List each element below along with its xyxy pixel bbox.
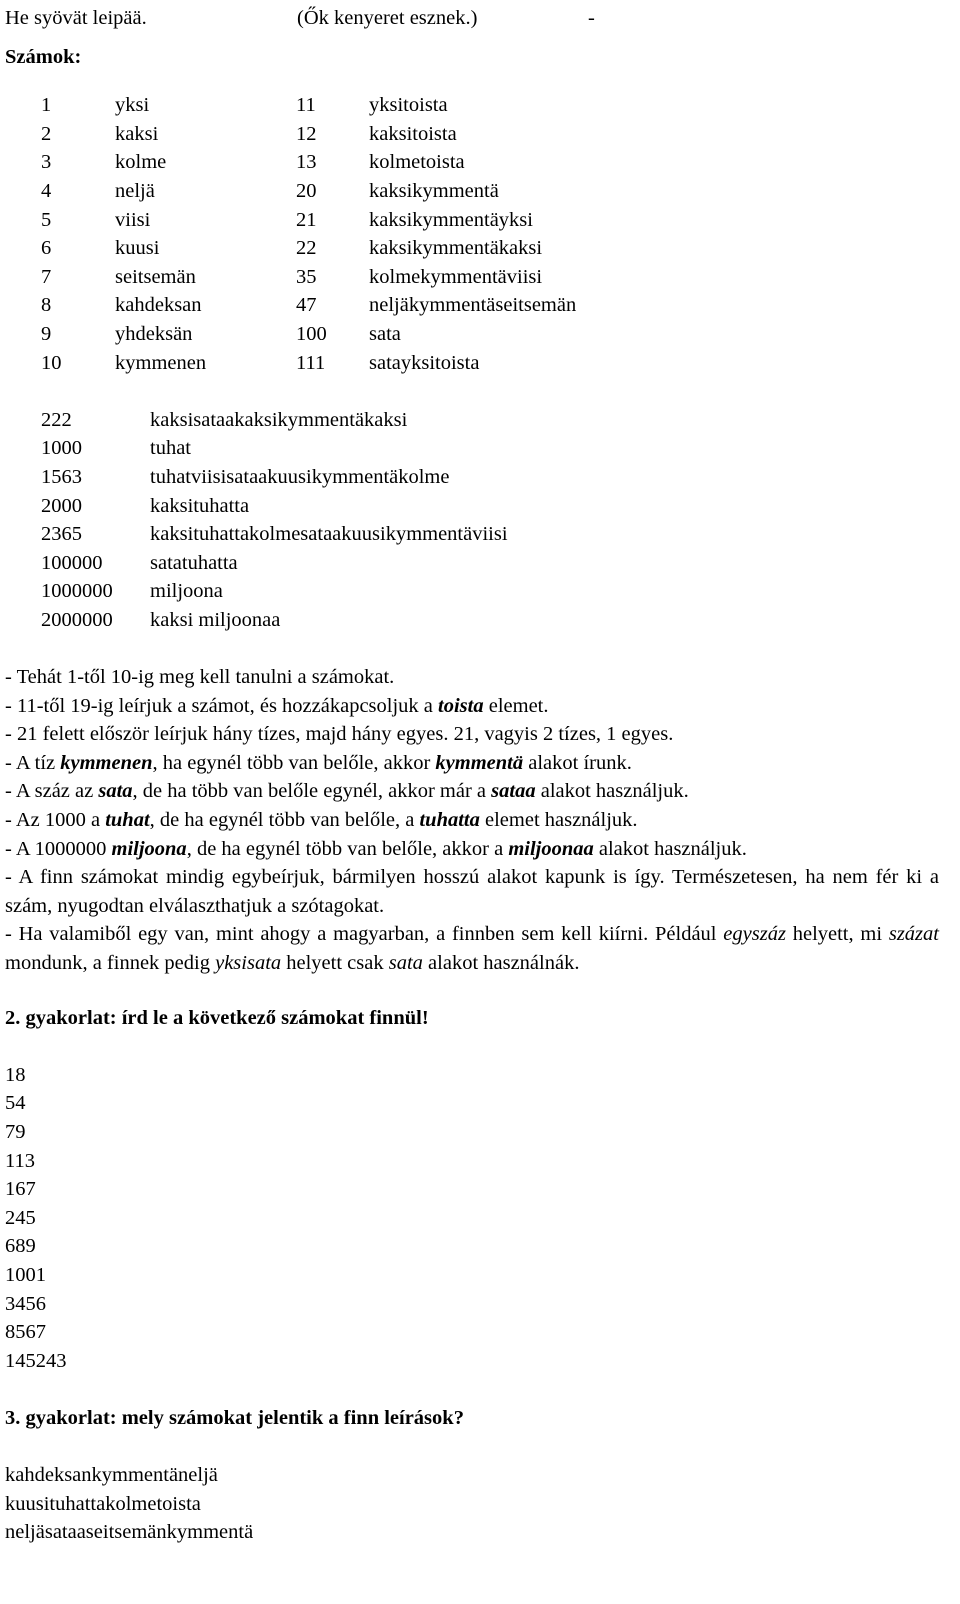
rule-1: - Tehát 1-től 10-ig meg kell tanulni a számokat. (5, 666, 395, 689)
number-digit: 5 (41, 208, 52, 231)
number-word: kaksituhattakolmesataakuusikymmentäviisi (150, 523, 508, 546)
number-digit: 2365 (41, 523, 82, 546)
number-digit: 22 (296, 237, 317, 260)
exercise-2-list (5, 1061, 955, 1376)
number-digit: 8 (41, 294, 52, 317)
number-row (5, 291, 955, 320)
number-word: yksitoista (369, 94, 448, 117)
number-digit: 13 (296, 151, 317, 174)
number-word: kaksisataakaksikymmentäkaksi (150, 408, 408, 431)
rule-6: - Az 1000 a tuhat, de ha egynél több van belőle, a tuhatta elemet használjuk. (5, 809, 638, 832)
number-digit: 1563 (41, 465, 82, 488)
number-digit: 3 (41, 151, 52, 174)
number-word: yksi (115, 94, 150, 117)
exercise-item: 79 (5, 1120, 26, 1143)
section-title: Számok: (5, 45, 82, 68)
number-digit: 2000000 (41, 608, 113, 631)
number-word: kaksikymmentäkaksi (369, 237, 543, 260)
number-row (5, 91, 955, 120)
big-number-row (5, 463, 955, 492)
number-word: neljäkymmentäseitsemän (369, 294, 577, 317)
number-word: tuhatviisisataakuusikymmentäkolme (150, 465, 450, 488)
number-row (5, 234, 955, 263)
document-page (5, 4, 955, 1547)
rules-list (5, 663, 955, 978)
number-row (5, 263, 955, 292)
big-number-row (5, 549, 955, 578)
number-word: kolme (115, 151, 167, 174)
rule-5: - A száz az sata, de ha több van belőle egynél, akkor már a sataa alakot használjuk. (5, 780, 689, 803)
exercise-item: 245 (5, 1206, 36, 1229)
number-row (5, 177, 955, 206)
rule-9: - Ha valamiből egy van, mint ahogy a magyarban, a finnben sem kell kiírni. Például egyszáz helyett, mi százat mondunk, a finnek pedig yksisata helyett csak sata alakot használnák. (5, 923, 939, 974)
finnish-sentence: He syövät leipää. (5, 7, 147, 29)
number-digit: 21 (296, 208, 317, 231)
big-number-row (5, 406, 955, 435)
exercise-item: kahdeksankymmentäneljä (5, 1464, 218, 1487)
hungarian-translation: (Ők kenyeret esznek.) (297, 7, 478, 29)
exercise-item: 689 (5, 1235, 36, 1258)
number-word: kaksitoista (369, 122, 457, 145)
number-digit: 11 (296, 94, 316, 117)
number-digit: 20 (296, 179, 317, 202)
exercise-item: 145243 (5, 1349, 67, 1372)
number-word: kymmenen (115, 351, 207, 374)
number-word: kuusi (115, 237, 160, 260)
number-digit: 222 (41, 408, 72, 431)
number-row (5, 349, 955, 378)
exercise-3-title: 3. gyakorlat: mely számokat jelentik a finn leírások? (5, 1406, 464, 1429)
number-word: kaksi (115, 122, 159, 145)
number-digit: 100 (296, 322, 327, 345)
big-number-row (5, 434, 955, 463)
header-dash: - (588, 7, 595, 29)
number-word: miljoona (150, 580, 223, 603)
rule-3: - 21 felett először leírjuk hány tízes, majd hány egyes. 21, vagyis 2 tízes, 1 egyes. (5, 723, 674, 746)
number-word: kaksi miljoonaa (150, 608, 281, 631)
number-digit: 47 (296, 294, 317, 317)
number-digit: 12 (296, 122, 317, 145)
rule-2: - 11-től 19-ig leírjuk a számot, és hozzákapcsoljuk a toista elemet. (5, 694, 549, 717)
numbers-table (5, 91, 955, 377)
number-digit: 2000 (41, 494, 82, 517)
number-word: satatuhatta (150, 551, 238, 574)
number-digit: 9 (41, 322, 52, 345)
number-word: viisi (115, 208, 151, 231)
number-word: kolmekymmentäviisi (369, 265, 543, 288)
number-digit: 35 (296, 265, 317, 288)
number-word: kaksituhatta (150, 494, 250, 517)
rule-4: - A tíz kymmenen, ha egynél több van belőle, akkor kymmentä alakot írunk. (5, 751, 632, 774)
number-digit: 2 (41, 122, 52, 145)
number-row (5, 120, 955, 149)
number-digit: 1000 (41, 437, 82, 460)
rule-7: - A 1000000 miljoona, de ha egynél több van belőle, akkor a miljoonaa alakot használjuk. (5, 837, 747, 860)
number-digit: 4 (41, 179, 52, 202)
exercise-item: 3456 (5, 1292, 46, 1315)
number-digit: 1000000 (41, 580, 113, 603)
number-row (5, 206, 955, 235)
number-digit: 100000 (41, 551, 103, 574)
number-word: kaksikymmentä (369, 179, 499, 202)
number-row (5, 148, 955, 177)
number-word: yhdeksän (115, 322, 193, 345)
exercise-item: 1001 (5, 1263, 46, 1286)
number-word: satayksitoista (369, 351, 480, 374)
exercise-item: kuusituhattakolmetoista (5, 1492, 201, 1515)
exercise-2-title: 2. gyakorlat: írd le a következő számokat finnül! (5, 1006, 429, 1029)
exercise-item: 54 (5, 1092, 26, 1115)
exercise-item: 8567 (5, 1321, 46, 1344)
big-numbers-table (5, 406, 955, 635)
number-digit: 7 (41, 265, 52, 288)
number-word: seitsemän (115, 265, 196, 288)
exercise-item: 167 (5, 1178, 36, 1201)
exercise-item: neljäsataaseitsemänkymmentä (5, 1521, 254, 1544)
header-line (5, 4, 955, 33)
big-number-row (5, 520, 955, 549)
number-word: tuhat (150, 437, 191, 460)
rule-8: - A finn számokat mindig egybeírjuk, bármilyen hosszú alakot kapunk is így. Természetesen, ha nem fér ki a szám, nyugodtan elválaszthatjuk a szótagokat. (5, 866, 939, 917)
big-number-row (5, 577, 955, 606)
number-row (5, 320, 955, 349)
number-word: neljä (115, 179, 155, 202)
number-digit: 1 (41, 94, 52, 117)
number-digit: 6 (41, 237, 52, 260)
number-word: kaksikymmentäyksi (369, 208, 533, 231)
number-word: kolmetoista (369, 151, 465, 174)
number-word: sata (369, 322, 401, 345)
number-digit: 10 (41, 351, 62, 374)
big-number-row (5, 606, 955, 635)
number-word: kahdeksan (115, 294, 202, 317)
exercise-3-list (5, 1461, 955, 1547)
big-number-row (5, 492, 955, 521)
exercise-item: 113 (5, 1149, 35, 1172)
number-digit: 111 (296, 351, 326, 374)
exercise-item: 18 (5, 1063, 26, 1086)
